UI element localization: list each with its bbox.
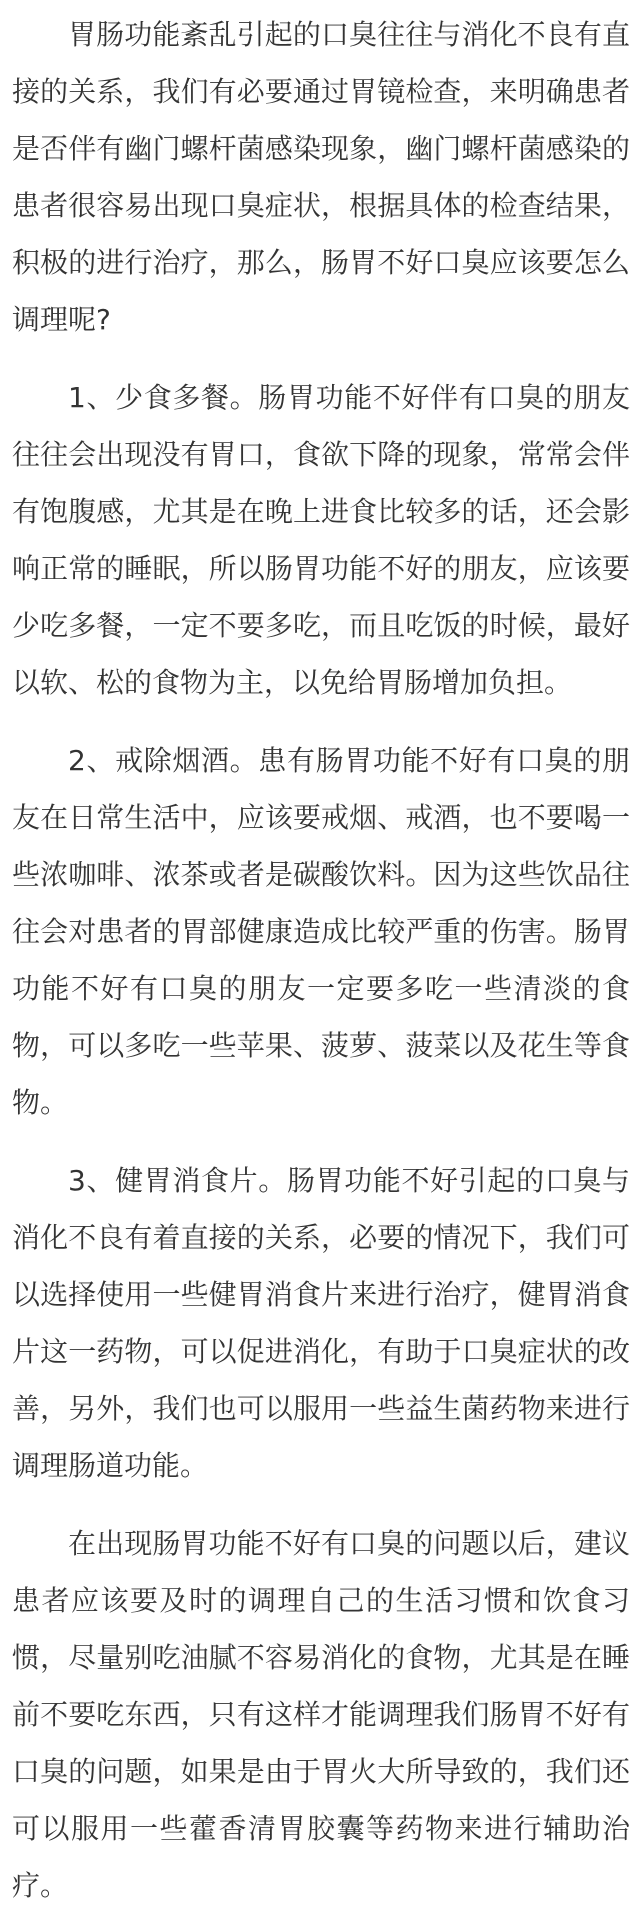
tip-digestive-tablets-paragraph: 3、健胃消食片。肠胃功能不好引起的口臭与消化不良有着直接的关系，必要的情况下，我们可以选择使用一些健胃消食片来进行治疗，健胃消食片这一药物，可以促进消化，有助于口臭症状的改善，另外，我们也可以服用一些益生菌药物来进行调理肠道功能。 [12, 1164, 630, 1482]
intro-paragraph: 胃肠功能紊乱引起的口臭往往与消化不良有直接的关系，我们有必要通过胃镜检查，来明确患者是否伴有幽门螺杆菌感染现象，幽门螺杆菌感染的患者很容易出现口臭症状，根据具体的检查结果，积极的进行治疗，那么，肠胃不好口臭应该要怎么调理呢? [12, 18, 630, 336]
tip-eat-small-meals-paragraph: 1、少食多餐。肠胃功能不好伴有口臭的朋友往往会出现没有胃口，食欲下降的现象，常常会伴有饱腹感，尤其是在晚上进食比较多的话，还会影响正常的睡眠，所以肠胃功能不好的朋友，应该要少吃多餐，一定不要多吃，而且吃饭的时候，最好以软、松的食物为主，以免给胃肠增加负担。 [12, 381, 630, 699]
conclusion-paragraph: 在出现肠胃功能不好有口臭的问题以后，建议患者应该要及时的调理自己的生活习惯和饮食习惯，尽量别吃油腻不容易消化的食物，尤其是在睡前不要吃东西，只有这样才能调理我们肠胃不好有口臭的问题，如果是由于胃火大所导致的，我们还可以服用一些藿香清胃胶囊等药物来进行辅助治疗。 [12, 1527, 630, 1902]
tip-quit-smoking-drinking-paragraph: 2、戒除烟酒。患有肠胃功能不好有口臭的朋友在日常生活中，应该要戒烟、戒酒，也不要喝一些浓咖啡、浓茶或者是碳酸饮料。因为这些饮品往往会对患者的胃部健康造成比较严重的伤害。肠胃功能不好有口臭的朋友一定要多吃一些清淡的食物，可以多吃一些苹果、菠萝、菠菜以及花生等食物。 [12, 744, 630, 1119]
